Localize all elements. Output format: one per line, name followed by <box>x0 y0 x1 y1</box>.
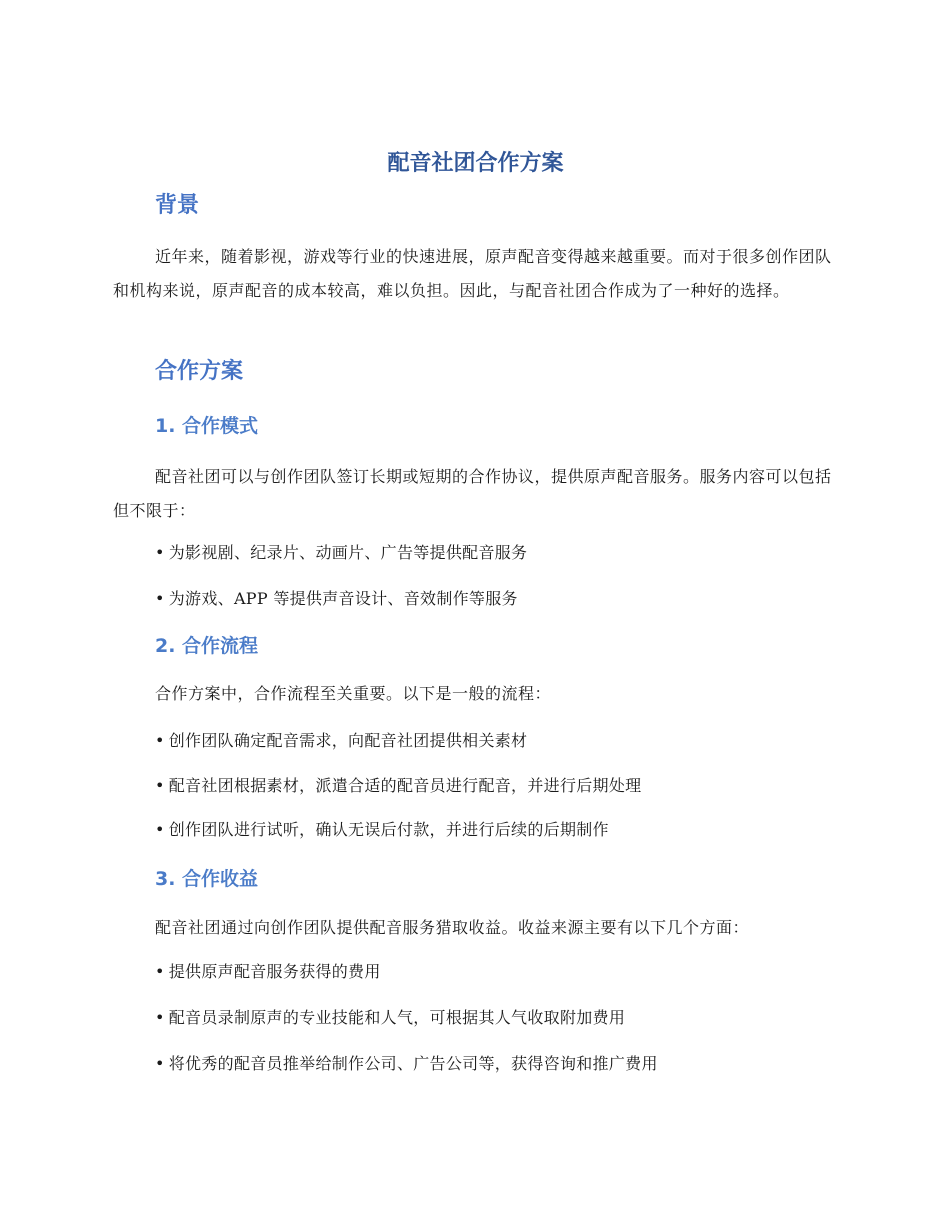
list-item <box>155 815 838 845</box>
list-item-text: 将优秀的配音员推举给制作公司、广告公司等，获得咨询和推广费用 <box>168 1054 658 1073</box>
section-3-intro: 配音社团通过向创作团队提供配音服务猎取收益。收益来源主要有以下几个方面： <box>155 918 750 937</box>
list-item <box>155 957 838 987</box>
bullet-icon: • <box>155 731 165 750</box>
section-2-intro: 合作方案中，合作流程至关重要。以下是一般的流程： <box>155 684 552 703</box>
list-item <box>155 584 838 614</box>
background-paragraph: 近年来，随着影视，游戏等行业的快速进展，原声配音变得越来越重要。而对于很多创作团队和机构来说，原声配音的成本较高，难以负担。因此，与配音社团合作成为了一种好的选择。 <box>113 247 832 300</box>
heading-section-1: 1. 合作模式 <box>155 415 259 437</box>
bullet-icon: • <box>155 543 165 562</box>
list-item-text: 为游戏、APP 等提供声音设计、音效制作等服务 <box>168 589 518 608</box>
heading-section-3: 3. 合作收益 <box>155 868 259 890</box>
bullet-icon: • <box>155 1008 165 1027</box>
list-item <box>155 1003 838 1033</box>
bullet-icon: • <box>155 1054 165 1073</box>
heading-background: 背景 <box>155 193 200 218</box>
list-item-text: 提供原声配音服务获得的费用 <box>168 962 381 981</box>
list-item <box>155 1049 838 1079</box>
bullet-icon: • <box>155 962 165 981</box>
section-1-intro: 配音社团可以与创作团队签订长期或短期的合作协议，提供原声配音服务。服务内容可以包括但不限于： <box>113 467 832 520</box>
heading-section-2: 2. 合作流程 <box>155 635 259 657</box>
bullet-icon: • <box>155 776 165 795</box>
list-item-text: 为影视剧、纪录片、动画片、广告等提供配音服务 <box>168 543 528 562</box>
list-item <box>155 538 838 568</box>
document-title: 配音社团合作方案 <box>387 151 564 176</box>
heading-plan: 合作方案 <box>155 359 244 384</box>
list-item-text: 创作团队确定配音需求，向配音社团提供相关素材 <box>168 731 528 750</box>
list-item-text: 配音社团根据素材，派遣合适的配音员进行配音，并进行后期处理 <box>168 776 642 795</box>
list-item <box>155 771 838 801</box>
bullet-icon: • <box>155 589 165 608</box>
list-item <box>155 726 838 756</box>
list-item-text: 创作团队进行试听，确认无误后付款，并进行后续的后期制作 <box>168 820 609 839</box>
bullet-icon: • <box>155 820 165 839</box>
list-item-text: 配音员录制原声的专业技能和人气，可根据其人气收取附加费用 <box>168 1008 626 1027</box>
